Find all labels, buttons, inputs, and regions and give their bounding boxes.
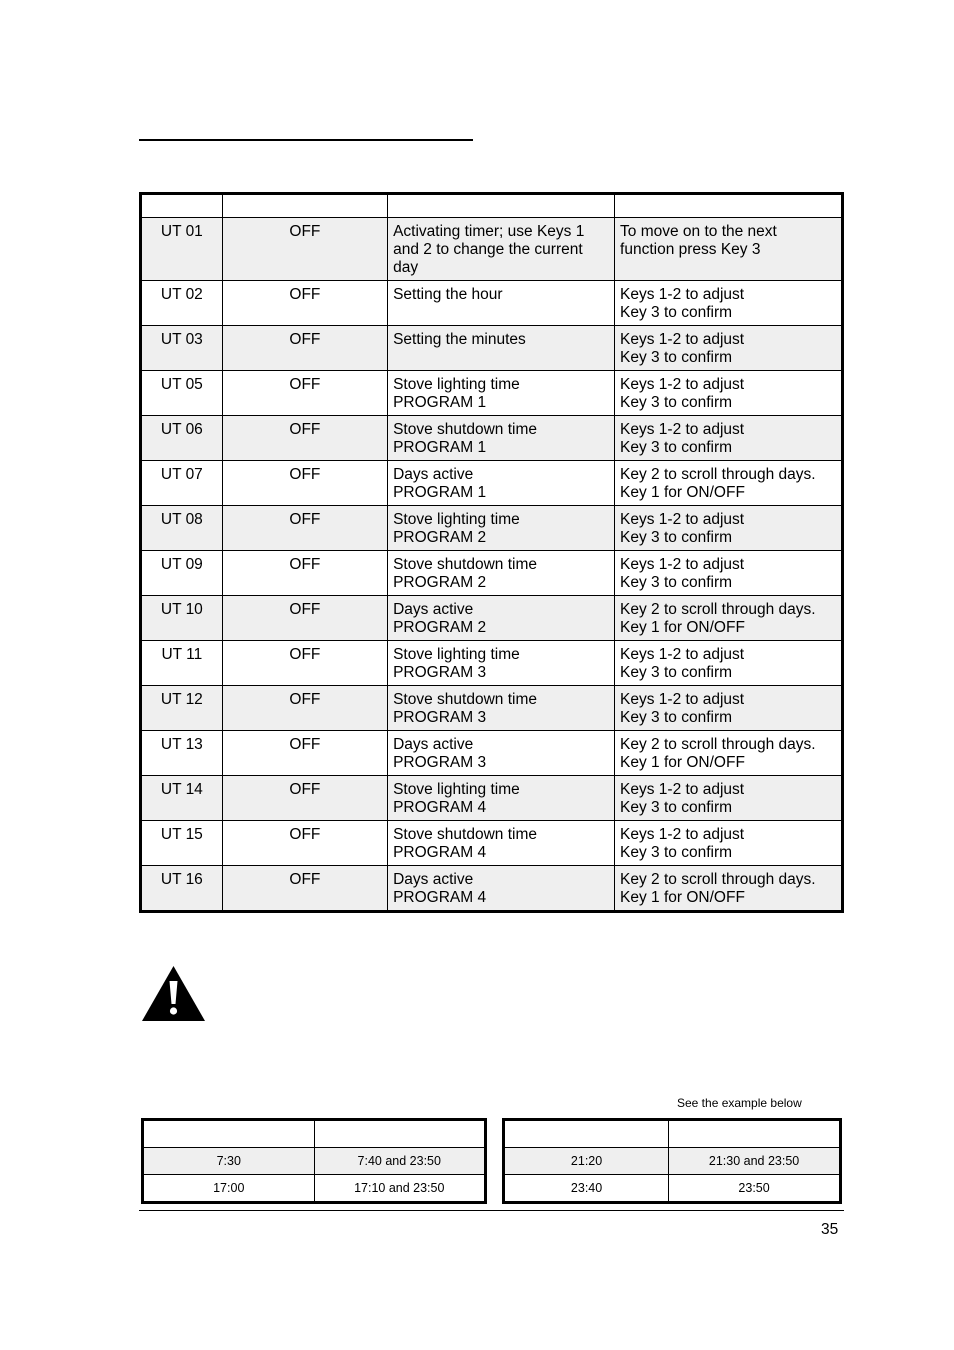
- section-title-underline: [139, 139, 473, 141]
- example-header-cell: [669, 1120, 841, 1148]
- cell-description-line: PROGRAM 2: [393, 619, 487, 636]
- table-row: [141, 776, 843, 821]
- example-cell-result: 7:40 and 23:50: [314, 1148, 486, 1175]
- cell-description-line: Stove shutdown time: [393, 826, 537, 843]
- cell-description-line: Stove shutdown time: [393, 421, 537, 438]
- cell-description: [388, 218, 615, 281]
- cell-description-line: Stove lighting time: [393, 646, 520, 663]
- cell-code: UT 02: [141, 281, 223, 326]
- table-row: [141, 461, 843, 506]
- cell-action-line: Key 3 to confirm: [620, 439, 733, 456]
- cell-description-line: Setting the hour: [393, 286, 503, 303]
- cell-action: [615, 641, 843, 686]
- cell-description-line: PROGRAM 1: [393, 439, 487, 456]
- cell-description-line: Setting the minutes: [393, 331, 526, 348]
- example-table-right: [502, 1118, 842, 1204]
- example-header-cell: [314, 1120, 486, 1148]
- table-header-row: [141, 194, 843, 218]
- example-cell-result: 23:50: [669, 1175, 841, 1203]
- cell-code: UT 15: [141, 821, 223, 866]
- cell-action-line: Key 3 to confirm: [620, 799, 733, 816]
- cell-code: UT 12: [141, 686, 223, 731]
- cell-action-line: Keys 1-2 to adjust: [620, 781, 745, 798]
- cell-code: UT 13: [141, 731, 223, 776]
- cell-description: [388, 461, 615, 506]
- cell-value: OFF: [222, 461, 387, 506]
- cell-description-line: PROGRAM 4: [393, 889, 487, 906]
- table-row: [141, 218, 843, 281]
- cell-description-line: PROGRAM 3: [393, 754, 487, 771]
- cell-value: OFF: [222, 281, 387, 326]
- timer-settings-table-body: [141, 194, 843, 912]
- cell-action-line: Key 1 for ON/OFF: [620, 754, 745, 771]
- cell-description: [388, 281, 615, 326]
- table-row: [141, 866, 843, 912]
- cell-action-line: Key 2 to scroll through days.: [620, 466, 816, 483]
- cell-action-line: Key 3 to confirm: [620, 304, 733, 321]
- example-cell-time: 17:00: [143, 1175, 315, 1203]
- cell-description-line: PROGRAM 3: [393, 709, 487, 726]
- cell-action-line: Keys 1-2 to adjust: [620, 331, 745, 348]
- cell-description: [388, 326, 615, 371]
- table-row: [141, 416, 843, 461]
- cell-action: [615, 461, 843, 506]
- cell-action-line: Key 3 to confirm: [620, 844, 733, 861]
- cell-value: OFF: [222, 551, 387, 596]
- cell-action-line: Key 1 for ON/OFF: [620, 484, 745, 501]
- cell-value: OFF: [222, 866, 387, 912]
- cell-action: [615, 686, 843, 731]
- cell-code: UT 03: [141, 326, 223, 371]
- cell-value: OFF: [222, 326, 387, 371]
- cell-description-line: PROGRAM 2: [393, 574, 487, 591]
- cell-code: UT 08: [141, 506, 223, 551]
- cell-action-line: Keys 1-2 to adjust: [620, 691, 745, 708]
- cell-action: [615, 416, 843, 461]
- cell-action-line: Key 3 to confirm: [620, 349, 733, 366]
- table-row: [141, 281, 843, 326]
- cell-description: [388, 551, 615, 596]
- table-row: [141, 551, 843, 596]
- cell-description-line: PROGRAM 4: [393, 844, 487, 861]
- cell-description-line: Stove lighting time: [393, 781, 520, 798]
- cell-code: UT 06: [141, 416, 223, 461]
- cell-description-line: PROGRAM 2: [393, 529, 487, 546]
- cell-description: [388, 686, 615, 731]
- cell-description-line: PROGRAM 1: [393, 484, 487, 501]
- cell-action-line: To move on to the next: [620, 223, 777, 240]
- warning-triangle-icon: [141, 965, 206, 1022]
- example-cell-result: 21:30 and 23:50: [669, 1148, 841, 1175]
- cell-action-line: Keys 1-2 to adjust: [620, 511, 745, 528]
- cell-description-line: Days active: [393, 466, 474, 483]
- table-row: [141, 731, 843, 776]
- cell-action-line: Key 3 to confirm: [620, 709, 733, 726]
- cell-code: UT 05: [141, 371, 223, 416]
- cell-code: UT 01: [141, 218, 223, 281]
- cell-action-line: Keys 1-2 to adjust: [620, 286, 745, 303]
- example-note: See the example below: [677, 1096, 802, 1110]
- cell-description-line: Stove lighting time: [393, 511, 520, 528]
- example-cell-time: 7:30: [143, 1148, 315, 1175]
- cell-action-line: Key 2 to scroll through days.: [620, 601, 816, 618]
- cell-action: [615, 596, 843, 641]
- example-header-row: [504, 1120, 841, 1148]
- header-cell-action: [615, 194, 843, 218]
- cell-action: [615, 371, 843, 416]
- table-row: [141, 326, 843, 371]
- cell-description-line: PROGRAM 3: [393, 664, 487, 681]
- cell-action-line: function press Key 3: [620, 241, 761, 258]
- cell-description: [388, 731, 615, 776]
- cell-description-line: Days active: [393, 871, 474, 888]
- cell-description-line: Days active: [393, 736, 474, 753]
- cell-action: [615, 866, 843, 912]
- cell-action: [615, 506, 843, 551]
- example-cell-result: 17:10 and 23:50: [314, 1175, 486, 1203]
- cell-value: OFF: [222, 506, 387, 551]
- cell-code: UT 10: [141, 596, 223, 641]
- cell-description-line: Activating timer; use Keys 1: [393, 223, 585, 240]
- cell-action-line: Key 3 to confirm: [620, 529, 733, 546]
- cell-value: OFF: [222, 731, 387, 776]
- cell-description: [388, 776, 615, 821]
- cell-value: OFF: [222, 416, 387, 461]
- example-table-left: [141, 1118, 487, 1204]
- cell-action: [615, 281, 843, 326]
- cell-action-line: Key 2 to scroll through days.: [620, 736, 816, 753]
- cell-action-line: Key 3 to confirm: [620, 574, 733, 591]
- cell-description: [388, 641, 615, 686]
- example-header-cell: [143, 1120, 315, 1148]
- cell-code: UT 14: [141, 776, 223, 821]
- cell-value: OFF: [222, 641, 387, 686]
- cell-action-line: Key 1 for ON/OFF: [620, 619, 745, 636]
- cell-description-line: Stove shutdown time: [393, 691, 537, 708]
- cell-code: UT 11: [141, 641, 223, 686]
- cell-action-line: Key 3 to confirm: [620, 394, 733, 411]
- cell-value: OFF: [222, 686, 387, 731]
- cell-value: OFF: [222, 596, 387, 641]
- header-cell-code: [141, 194, 223, 218]
- cell-description-line: and 2 to change the current: [393, 241, 583, 258]
- cell-value: OFF: [222, 821, 387, 866]
- cell-action-line: Keys 1-2 to adjust: [620, 646, 745, 663]
- example-cell-time: 21:20: [504, 1148, 669, 1175]
- cell-action-line: Keys 1-2 to adjust: [620, 556, 745, 573]
- cell-value: OFF: [222, 218, 387, 281]
- cell-description-line: PROGRAM 1: [393, 394, 487, 411]
- example-row: [504, 1175, 841, 1203]
- cell-action-line: Keys 1-2 to adjust: [620, 421, 745, 438]
- cell-action: [615, 326, 843, 371]
- cell-action-line: Key 2 to scroll through days.: [620, 871, 816, 888]
- cell-action: [615, 821, 843, 866]
- cell-description: [388, 866, 615, 912]
- cell-action: [615, 551, 843, 596]
- cell-action-line: Key 1 for ON/OFF: [620, 889, 745, 906]
- cell-code: UT 09: [141, 551, 223, 596]
- cell-code: UT 07: [141, 461, 223, 506]
- timer-settings-table: [139, 192, 844, 913]
- example-header-row: [143, 1120, 486, 1148]
- cell-description-line: day: [393, 259, 419, 276]
- table-row: [141, 686, 843, 731]
- table-row: [141, 821, 843, 866]
- cell-description: [388, 821, 615, 866]
- cell-action-line: Keys 1-2 to adjust: [620, 376, 745, 393]
- cell-action: [615, 776, 843, 821]
- example-cell-time: 23:40: [504, 1175, 669, 1203]
- example-header-cell: [504, 1120, 669, 1148]
- header-cell-description: [388, 194, 615, 218]
- cell-action: [615, 218, 843, 281]
- cell-action-line: Keys 1-2 to adjust: [620, 826, 745, 843]
- table-row: [141, 371, 843, 416]
- cell-action-line: Key 3 to confirm: [620, 664, 733, 681]
- cell-description: [388, 371, 615, 416]
- example-row: [143, 1148, 486, 1175]
- example-row: [504, 1148, 841, 1175]
- header-cell-value: [222, 194, 387, 218]
- cell-action: [615, 731, 843, 776]
- cell-description: [388, 416, 615, 461]
- example-row: [143, 1175, 486, 1203]
- cell-description-line: Stove shutdown time: [393, 556, 537, 573]
- table-row: [141, 506, 843, 551]
- cell-code: UT 16: [141, 866, 223, 912]
- cell-description-line: Days active: [393, 601, 474, 618]
- cell-description-line: Stove lighting time: [393, 376, 520, 393]
- page-number: 35: [821, 1221, 839, 1238]
- cell-description-line: PROGRAM 4: [393, 799, 487, 816]
- cell-description: [388, 596, 615, 641]
- footer-rule: [139, 1210, 844, 1211]
- cell-value: OFF: [222, 371, 387, 416]
- cell-description: [388, 506, 615, 551]
- cell-value: OFF: [222, 776, 387, 821]
- table-row: [141, 641, 843, 686]
- table-row: [141, 596, 843, 641]
